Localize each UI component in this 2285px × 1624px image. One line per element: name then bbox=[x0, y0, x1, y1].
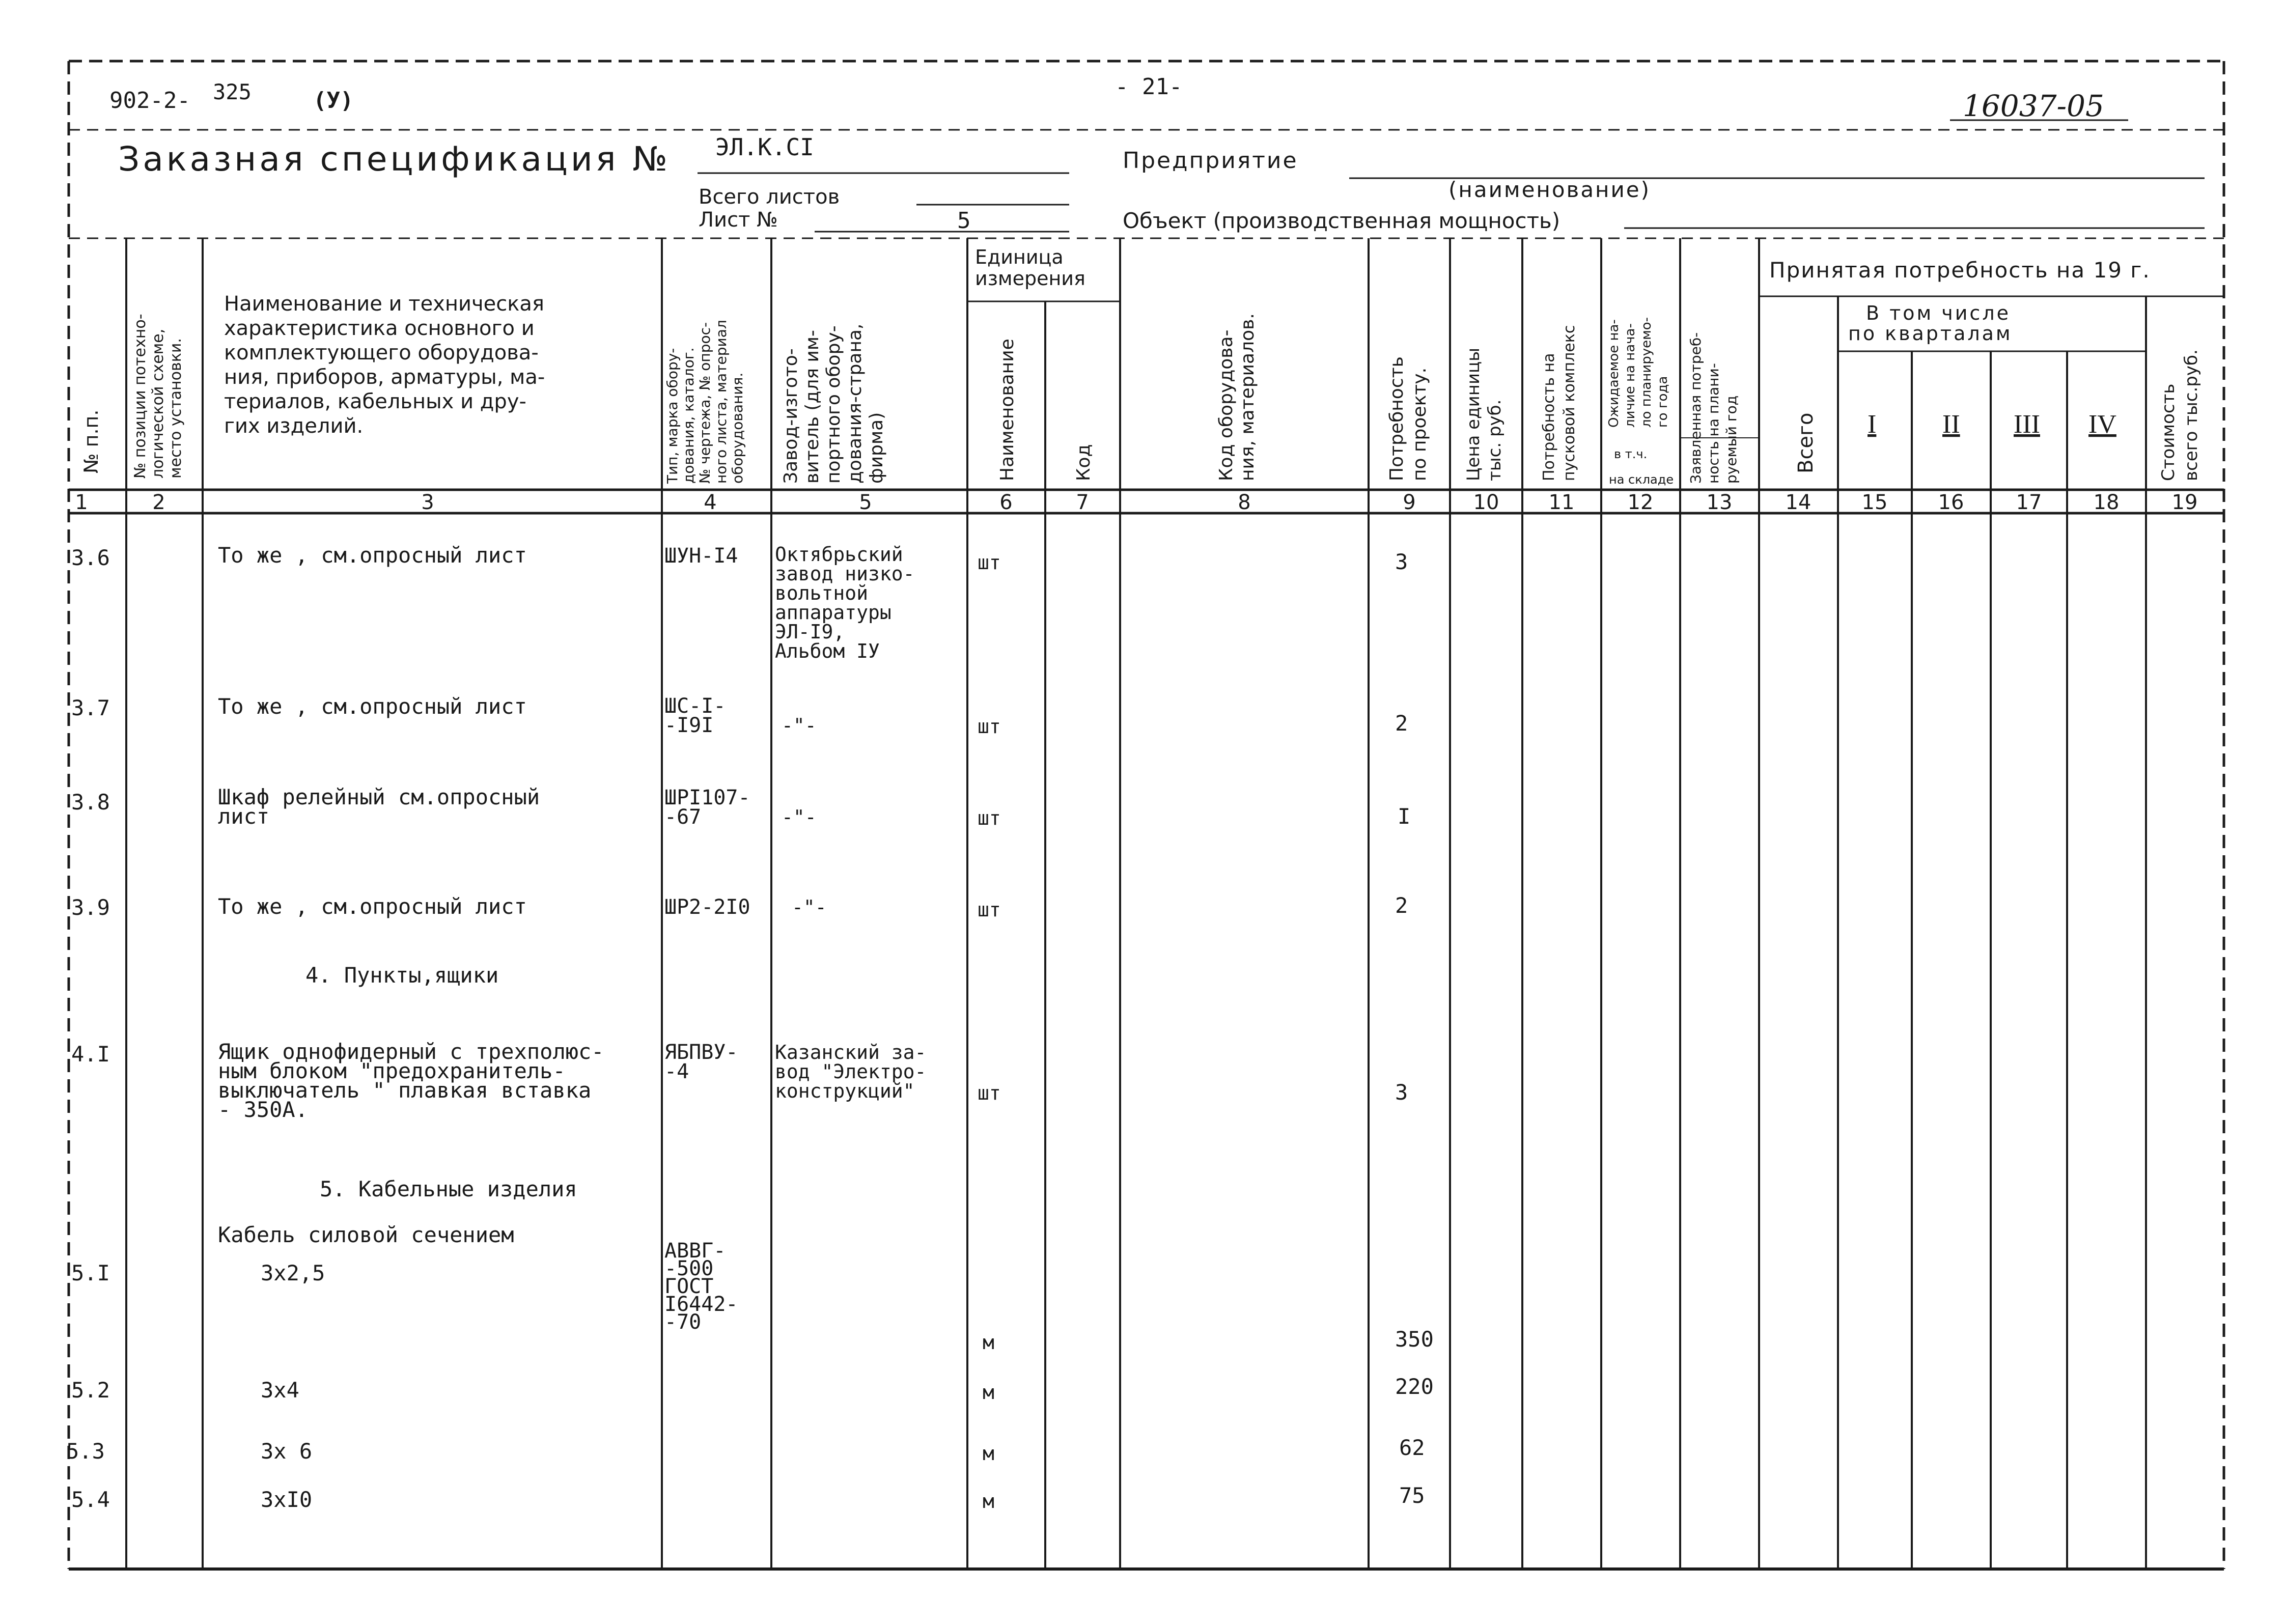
row-position: 5.2 bbox=[71, 1378, 110, 1403]
svg-text:АВВГ-: АВВГ- bbox=[664, 1239, 726, 1263]
col6-header: Наименование bbox=[997, 339, 1018, 481]
row-quantity: 3 bbox=[1395, 1080, 1408, 1105]
col9-header bbox=[1386, 356, 1430, 481]
svg-text:Наименование и техническая: Наименование и техническая bbox=[224, 292, 544, 316]
svg-text:конструкций": конструкций" bbox=[775, 1080, 915, 1102]
svg-text:ность на плани-: ность на плани- bbox=[1705, 363, 1722, 484]
col11-header bbox=[1540, 325, 1578, 481]
row-name bbox=[218, 1039, 604, 1122]
row-unit: шт bbox=[978, 1082, 1001, 1104]
row-quantity: 75 bbox=[1399, 1483, 1425, 1508]
svg-text:Завод-изгото-: Завод-изгото- bbox=[781, 348, 801, 484]
enterprise-label: Предприятие bbox=[1123, 148, 1298, 174]
col-number: 10 bbox=[1473, 491, 1499, 514]
doc-number: 325 bbox=[213, 79, 252, 104]
col-number: 1 bbox=[75, 491, 88, 514]
svg-text:фирма): фирма) bbox=[866, 412, 887, 484]
total-sheets-label: Всего листов bbox=[699, 185, 840, 209]
svg-text:личие на нача-: личие на нача- bbox=[1623, 323, 1638, 428]
col13-header bbox=[1687, 332, 1740, 484]
row-quantity: 220 bbox=[1395, 1374, 1434, 1399]
svg-text:Октябрьский: Октябрьский bbox=[775, 543, 903, 566]
svg-text:ШС-I-: ШС-I- bbox=[664, 694, 726, 718]
row-type bbox=[664, 786, 750, 829]
col3-header bbox=[224, 292, 545, 438]
col-number: 17 bbox=[2016, 491, 2042, 514]
svg-text:Тип, марка обору-: Тип, марка обору- bbox=[664, 348, 681, 484]
row-name: То же , см.опросный лист bbox=[218, 694, 527, 719]
svg-text:аппаратуры: аппаратуры bbox=[775, 601, 891, 624]
svg-text:-I9I: -I9I bbox=[664, 714, 714, 737]
svg-text:- 350А.: - 350А. bbox=[218, 1097, 309, 1122]
row-quantity: 2 bbox=[1395, 893, 1408, 918]
col10-header bbox=[1463, 348, 1505, 481]
col-number: 6 bbox=[999, 491, 1013, 514]
row-type: ШУН-I4 bbox=[664, 544, 738, 568]
table-row bbox=[71, 1483, 1425, 1513]
svg-text:-70: -70 bbox=[664, 1310, 702, 1334]
doc-suffix: (У) bbox=[313, 88, 354, 114]
svg-text:портного обору-: портного обору- bbox=[823, 325, 844, 484]
col4-header bbox=[664, 320, 746, 484]
row-unit: шт bbox=[978, 807, 1001, 829]
svg-text:I6442-: I6442- bbox=[664, 1293, 738, 1316]
row-position: 5.I bbox=[71, 1261, 110, 1285]
table-row bbox=[66, 1435, 1425, 1465]
row-maker: -"- bbox=[782, 806, 817, 828]
row-type bbox=[664, 694, 726, 737]
svg-text:Код оборудова-: Код оборудова- bbox=[1216, 329, 1237, 481]
svg-text:руемый год: руемый год bbox=[1723, 395, 1740, 484]
svg-text:№ позиции потехно-: № позиции потехно- bbox=[131, 314, 149, 479]
document-header bbox=[109, 74, 2128, 123]
col-number: 7 bbox=[1076, 491, 1089, 514]
q2-header: II bbox=[1942, 410, 1960, 439]
row-type: ШР2-2I0 bbox=[664, 895, 750, 919]
row-quantity: 2 bbox=[1395, 711, 1408, 736]
row-name: Кабель силовой сечением bbox=[218, 1222, 514, 1247]
row-quantity: 350 bbox=[1395, 1327, 1434, 1352]
col-number: 18 bbox=[2093, 491, 2120, 514]
q1-header: I bbox=[1868, 410, 1877, 439]
row-name: Шкаф релейный см.опросный bbox=[218, 785, 540, 809]
row-position: 5.3 bbox=[66, 1439, 105, 1464]
col-number: 8 bbox=[1238, 491, 1251, 514]
svg-text:ШРI107-: ШРI107- bbox=[664, 786, 750, 809]
svg-text:го года: го года bbox=[1655, 376, 1670, 428]
row-unit: м bbox=[983, 1442, 994, 1465]
svg-text:вод "Электро-: вод "Электро- bbox=[775, 1060, 927, 1083]
table-row bbox=[71, 1222, 1434, 1354]
row-name: То же , см.опросный лист bbox=[218, 894, 527, 919]
row-unit: м bbox=[983, 1331, 994, 1354]
svg-text:ния, приборов, арматуры, ма-: ния, приборов, арматуры, ма- bbox=[224, 366, 545, 389]
archive-number: 16037-05 bbox=[1963, 89, 2104, 123]
svg-text:гих изделий.: гих изделий. bbox=[224, 414, 364, 438]
svg-text:на складе: на складе bbox=[1609, 472, 1674, 487]
row-position: 5.4 bbox=[71, 1487, 110, 1512]
svg-text:место установки.: место установки. bbox=[167, 338, 185, 479]
col-number: 2 bbox=[152, 491, 165, 514]
col-number: 4 bbox=[704, 491, 717, 514]
svg-text:выключатель " плавкая вставка: выключатель " плавкая вставка bbox=[218, 1078, 592, 1103]
svg-text:завод низко-: завод низко- bbox=[775, 563, 915, 585]
svg-text:витель (для им-: витель (для им- bbox=[802, 330, 823, 484]
col1-header: № п.п. bbox=[80, 409, 102, 473]
sheet-number-label: Лист № bbox=[699, 208, 778, 232]
col-number: 12 bbox=[1627, 491, 1654, 514]
row-type bbox=[664, 1041, 738, 1083]
col2-header bbox=[131, 314, 185, 479]
col8-header bbox=[1216, 313, 1258, 481]
col-number: 13 bbox=[1706, 491, 1733, 514]
row-name: 3х 6 bbox=[261, 1439, 313, 1464]
svg-text:ным блоком "предохранитель-: ным блоком "предохранитель- bbox=[218, 1058, 566, 1083]
accepted-header: Принятая потребность на 19 г. bbox=[1769, 258, 2151, 283]
col-number: 9 bbox=[1403, 491, 1416, 514]
svg-text:-500: -500 bbox=[664, 1257, 714, 1280]
row-name: 3хI0 bbox=[261, 1487, 313, 1512]
svg-text:измерения: измерения bbox=[975, 267, 1085, 290]
svg-text:Единица: Единица bbox=[975, 246, 1064, 268]
svg-text:Казанский за-: Казанский за- bbox=[775, 1041, 927, 1063]
row-unit: м bbox=[983, 1490, 994, 1513]
col-number: 19 bbox=[2171, 491, 2198, 514]
svg-text:дования-страна,: дования-страна, bbox=[845, 323, 866, 484]
section-heading: 4. Пункты,ящики bbox=[305, 963, 499, 988]
svg-text:Цена единицы: Цена единицы bbox=[1463, 347, 1484, 481]
naming-label: (наименование) bbox=[1448, 177, 1651, 202]
row-position: 3.7 bbox=[71, 695, 110, 720]
svg-text:по кварталам: по кварталам bbox=[1848, 322, 2013, 345]
table-body bbox=[66, 543, 1434, 1513]
row-name-cont: лист bbox=[218, 804, 270, 829]
svg-text:ло планируемо-: ло планируемо- bbox=[1639, 317, 1654, 428]
svg-text:Стоимость: Стоимость bbox=[2158, 383, 2179, 481]
svg-text:-4: -4 bbox=[664, 1060, 689, 1083]
svg-text:ния, материалов.: ния, материалов. bbox=[1237, 313, 1258, 481]
outer-frame bbox=[69, 61, 2224, 1569]
row-maker bbox=[775, 543, 915, 662]
svg-text:ного листа, материал: ного листа, материал bbox=[713, 320, 730, 484]
svg-text:Потребность на: Потребность на bbox=[1540, 353, 1558, 481]
row-unit: м bbox=[983, 1381, 994, 1404]
section-heading: 5. Кабельные изделия bbox=[320, 1177, 577, 1201]
col14-header: Всего bbox=[1794, 412, 1818, 473]
row-unit: шт bbox=[978, 715, 1001, 738]
column-headers bbox=[80, 246, 2202, 487]
table-row bbox=[71, 543, 1408, 662]
svg-text:вольтной: вольтной bbox=[775, 582, 869, 604]
row-position: 3.6 bbox=[71, 545, 110, 570]
svg-text:ЯБПВУ-: ЯБПВУ- bbox=[664, 1041, 738, 1064]
col-number: 15 bbox=[1861, 491, 1888, 514]
col-number: 16 bbox=[1938, 491, 1964, 514]
row-name: 3х4 bbox=[261, 1378, 299, 1403]
svg-text:Ожидаемое на-: Ожидаемое на- bbox=[1606, 319, 1622, 428]
svg-text:комплектующего оборудова-: комплектующего оборудова- bbox=[224, 341, 539, 365]
svg-text:по проекту.: по проекту. bbox=[1409, 367, 1430, 481]
svg-text:оборудования.: оборудования. bbox=[729, 372, 746, 484]
sheet-number: 5 bbox=[957, 208, 971, 234]
q4-header: IV bbox=[2088, 410, 2116, 439]
col5-header bbox=[781, 324, 887, 484]
row-position: 3.9 bbox=[71, 895, 110, 920]
col7-header: Код bbox=[1073, 444, 1094, 481]
table-row bbox=[71, 694, 1408, 738]
svg-text:Потребность: Потребность bbox=[1386, 356, 1407, 481]
row-maker: -"- bbox=[782, 714, 817, 737]
row-unit: шт bbox=[978, 899, 1001, 921]
col-number: 3 bbox=[421, 491, 434, 514]
svg-text:пусковой комплекс: пусковой комплекс bbox=[1561, 325, 1578, 481]
svg-text:териалов, кабельных и дру-: териалов, кабельных и дру- bbox=[224, 390, 526, 413]
row-quantity: I bbox=[1398, 804, 1411, 829]
table-row bbox=[71, 1374, 1434, 1404]
col-number: 5 bbox=[859, 491, 872, 514]
doc-code: 902-2- bbox=[109, 88, 190, 114]
col-number: 11 bbox=[1548, 491, 1575, 514]
table-row bbox=[71, 1039, 1408, 1122]
quarters-group-header bbox=[1848, 302, 2013, 345]
svg-text:всего тыс.руб.: всего тыс.руб. bbox=[2181, 349, 2202, 481]
svg-text:ГОСТ: ГОСТ bbox=[664, 1275, 714, 1298]
svg-text:Альбом IУ: Альбом IУ bbox=[775, 640, 880, 662]
svg-text:Ящик однофидерный с трехполюс-: Ящик однофидерный с трехполюс- bbox=[218, 1039, 604, 1064]
spec-code: ЭЛ.К.СI bbox=[715, 133, 814, 161]
row-maker: -"- bbox=[792, 896, 827, 918]
row-position: 3.8 bbox=[71, 790, 110, 815]
svg-text:В том числе: В том числе bbox=[1866, 302, 2011, 324]
svg-text:-67: -67 bbox=[664, 805, 702, 829]
svg-text:ЭЛ-I9,: ЭЛ-I9, bbox=[775, 621, 845, 643]
row-quantity: 62 bbox=[1399, 1435, 1425, 1460]
row-type bbox=[664, 1239, 738, 1334]
svg-text:характеристика основного и: характеристика основного и bbox=[224, 317, 535, 340]
title-block bbox=[118, 133, 2205, 234]
row-position: 4.I bbox=[71, 1042, 110, 1067]
svg-text:дования, каталог.: дования, каталог. bbox=[680, 347, 697, 484]
col19-header bbox=[2158, 349, 2202, 481]
col12-header bbox=[1606, 317, 1674, 487]
column-numbers bbox=[75, 491, 2197, 514]
svg-text:тыс. руб.: тыс. руб. bbox=[1485, 399, 1505, 481]
row-unit: шт bbox=[978, 551, 1001, 574]
svg-text:Заявленная потреб-: Заявленная потреб- bbox=[1687, 332, 1704, 484]
col-number: 14 bbox=[1785, 491, 1812, 514]
q3-header: III bbox=[2014, 410, 2040, 439]
svg-text:логической схеме,: логической схеме, bbox=[149, 328, 167, 479]
row-maker bbox=[775, 1041, 926, 1102]
page-number: - 21- bbox=[1115, 74, 1183, 100]
row-name-cont: 3х2,5 bbox=[261, 1261, 325, 1285]
spec-title: Заказная спецификация № bbox=[118, 139, 671, 179]
table-row bbox=[71, 785, 1410, 829]
svg-text:№ чертежа, № опрос-: № чертежа, № опрос- bbox=[696, 322, 713, 484]
row-quantity: 3 bbox=[1395, 549, 1408, 574]
svg-text:в т.ч.: в т.ч. bbox=[1614, 447, 1648, 461]
object-label: Объект (производственная мощность) bbox=[1123, 208, 1561, 233]
row-name: То же , см.опросный лист bbox=[218, 543, 527, 568]
table-row bbox=[71, 893, 1408, 921]
unit-group-header bbox=[975, 246, 1085, 290]
